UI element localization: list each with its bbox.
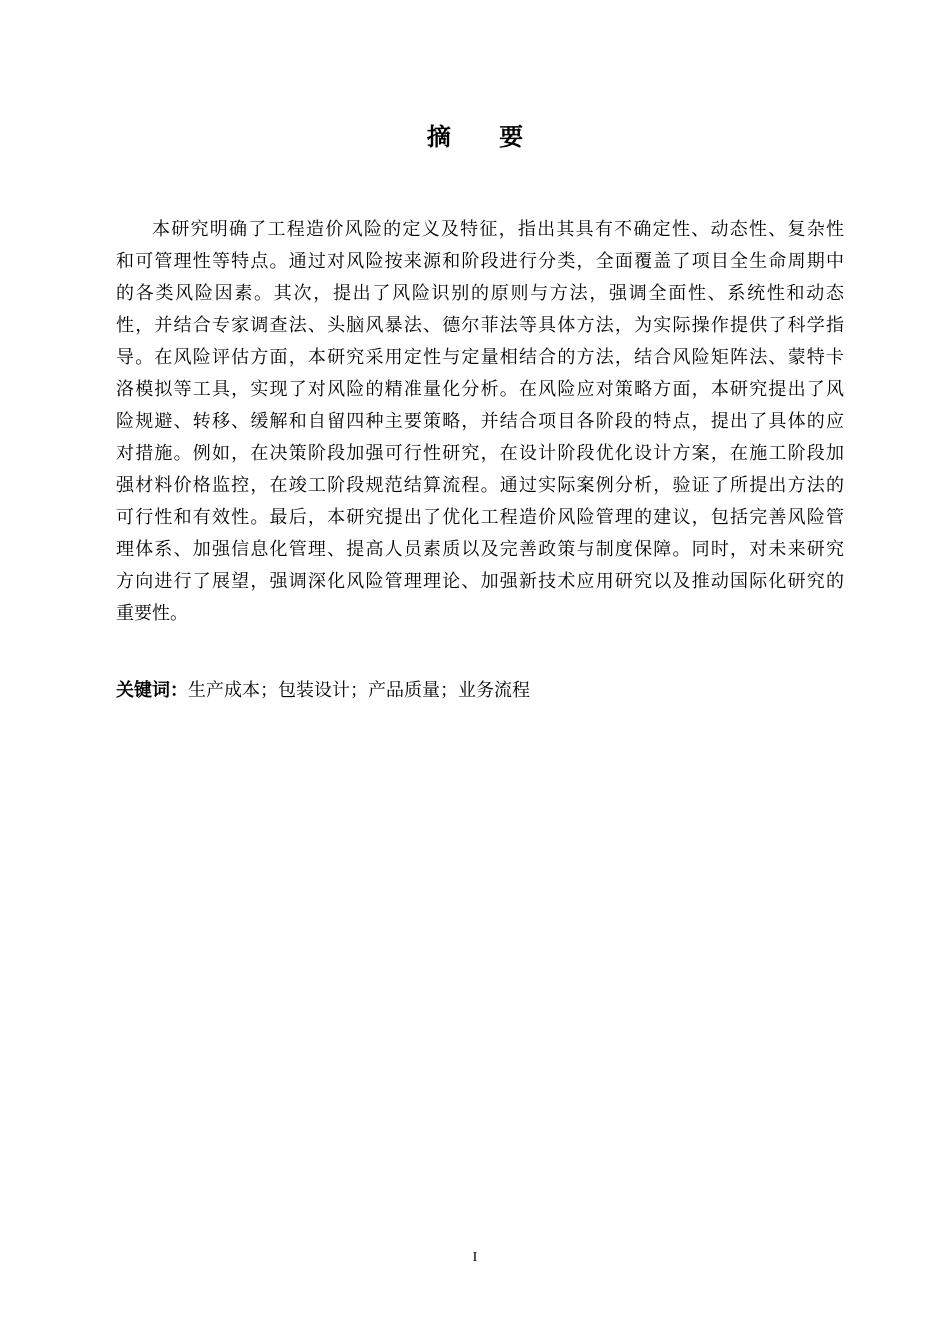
keywords-label: 关键词：	[116, 680, 188, 701]
abstract-line: 本研究明确了工程造价风险的定义及特征，指出其具有不确定性、动态性、复杂性	[152, 219, 844, 240]
abstract-line: 可行性和有效性。最后，本研究提出了优化工程造价风险管理的建议，包括完善风险管	[116, 507, 844, 528]
abstract-body	[116, 214, 844, 630]
page-number: I	[472, 1250, 478, 1265]
abstract-line: 强材料价格监控，在竣工阶段规范结算流程。通过实际案例分析，验证了所提出方法的	[116, 475, 844, 496]
abstract-line: 重要性。	[116, 603, 188, 624]
abstract-title: 摘 要	[426, 123, 544, 151]
abstract-line: 导。在风险评估方面，本研究采用定性与定量相结合的方法，结合风险矩阵法、蒙特卡	[116, 347, 844, 368]
keywords-line	[116, 675, 844, 707]
abstract-line: 洛模拟等工具，实现了对风险的精准量化分析。在风险应对策略方面，本研究提出了风	[116, 379, 844, 400]
abstract-line: 险规避、转移、缓解和自留四种主要策略，并结合项目各阶段的特点，提出了具体的应	[116, 411, 844, 432]
abstract-line: 对措施。例如，在决策阶段加强可行性研究，在设计阶段优化设计方案，在施工阶段加	[116, 443, 844, 464]
abstract-line: 的各类风险因素。其次，提出了风险识别的原则与方法，强调全面性、系统性和动态	[116, 283, 844, 304]
keywords-value: 生产成本；包装设计；产品质量；业务流程	[188, 680, 530, 701]
abstract-line: 方向进行了展望，强调深化风险管理理论、加强新技术应用研究以及推动国际化研究的	[116, 571, 844, 592]
abstract-line: 理体系、加强信息化管理、提高人员素质以及完善政策与制度保障。同时，对未来研究	[116, 539, 844, 560]
abstract-line: 性，并结合专家调查法、头脑风暴法、德尔菲法等具体方法，为实际操作提供了科学指	[116, 315, 844, 336]
abstract-line: 和可管理性等特点。通过对风险按来源和阶段进行分类，全面覆盖了项目全生命周期中	[116, 251, 844, 272]
